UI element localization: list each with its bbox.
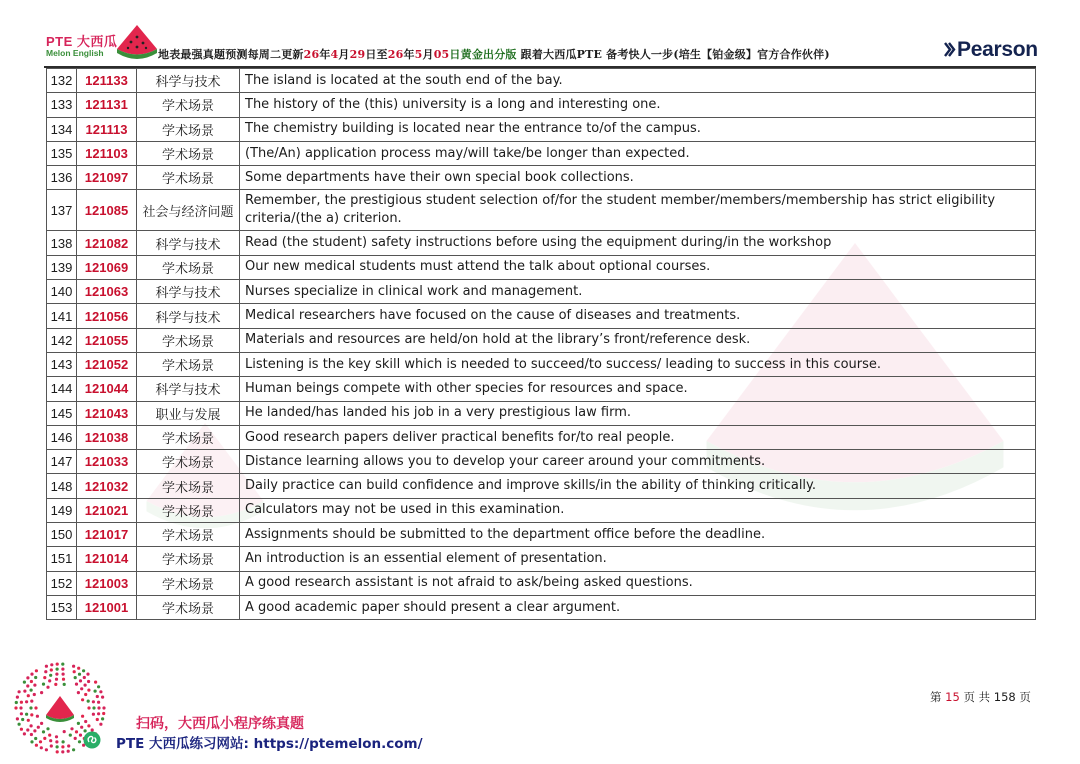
question-text: Some departments have their own special book collections. <box>240 166 1036 190</box>
question-text: Listening is the key skill which is needed to succeed/to success/ leading to success in this course. <box>240 352 1036 376</box>
page-current: 15 <box>945 690 960 704</box>
row-number: 137 <box>47 190 77 231</box>
question-id: 121032 <box>77 474 137 498</box>
table-row <box>47 141 1036 165</box>
question-text: The chemistry building is located near the entrance to/of the campus. <box>240 117 1036 141</box>
row-number: 153 <box>47 595 77 619</box>
page-middle: 页 共 <box>963 690 991 704</box>
question-category: 学术场景 <box>137 595 240 619</box>
wechat-miniprogram-icon <box>83 731 101 749</box>
question-category: 学术场景 <box>137 166 240 190</box>
header-title-part5: 年 <box>403 48 415 61</box>
table-row <box>47 255 1036 279</box>
question-table <box>46 68 1036 620</box>
question-text: A good research assistant is not afraid to ask/being asked questions. <box>240 571 1036 595</box>
header-start-day: 29 <box>349 48 366 61</box>
row-number: 135 <box>47 141 77 165</box>
header-end-day: 05 <box>433 48 450 61</box>
table-row <box>47 523 1036 547</box>
question-text: Remember, the prestigious student selection of/for the student member/members/membership has strict eligibility criteria/(the a) criterion. <box>240 190 1036 231</box>
row-number: 143 <box>47 352 77 376</box>
question-id: 121003 <box>77 571 137 595</box>
row-number: 141 <box>47 304 77 328</box>
row-number: 147 <box>47 450 77 474</box>
row-number: 134 <box>47 117 77 141</box>
question-category: 科学与技术 <box>137 231 240 255</box>
pearson-brand-text: Pearson <box>957 38 1038 61</box>
question-id: 121069 <box>77 255 137 279</box>
header-title <box>158 46 830 62</box>
question-id: 121082 <box>77 231 137 255</box>
question-category: 学术场景 <box>137 571 240 595</box>
row-number: 133 <box>47 93 77 117</box>
question-text: Distance learning allows you to develop your career around your commitments. <box>240 450 1036 474</box>
question-category: 学术场景 <box>137 352 240 376</box>
question-id: 121097 <box>77 166 137 190</box>
header-start-year: 26 <box>303 48 320 61</box>
question-id: 121021 <box>77 498 137 522</box>
question-id: 121113 <box>77 117 137 141</box>
question-text: An introduction is an essential element of presentation. <box>240 547 1036 571</box>
row-number: 148 <box>47 474 77 498</box>
question-id: 121001 <box>77 595 137 619</box>
table-row <box>47 474 1036 498</box>
table-row <box>47 69 1036 93</box>
question-text: The island is located at the south end of the bay. <box>240 69 1036 93</box>
question-id: 121103 <box>77 141 137 165</box>
question-text: Daily practice can build confidence and improve skills/in the ability of thinking critically. <box>240 474 1036 498</box>
question-id: 121017 <box>77 523 137 547</box>
question-id: 121052 <box>77 352 137 376</box>
question-category: 学术场景 <box>137 328 240 352</box>
question-id: 121044 <box>77 377 137 401</box>
table-row <box>47 352 1036 376</box>
table-row <box>47 166 1036 190</box>
question-text: Our new medical students must attend the talk about optional courses. <box>240 255 1036 279</box>
question-category: 学术场景 <box>137 117 240 141</box>
table-row <box>47 117 1036 141</box>
table-row <box>47 547 1036 571</box>
question-category: 学术场景 <box>137 93 240 117</box>
row-number: 140 <box>47 280 77 304</box>
question-id: 121055 <box>77 328 137 352</box>
question-id: 121043 <box>77 401 137 425</box>
question-text: Good research papers deliver practical benefits for/to real people. <box>240 425 1036 449</box>
question-category: 学术场景 <box>137 474 240 498</box>
header-title-part7: 日黄金出分版 <box>449 48 517 61</box>
header-title-part4: 日至 <box>365 48 388 61</box>
row-number: 146 <box>47 425 77 449</box>
question-category: 职业与发展 <box>137 401 240 425</box>
header-title-part6: 月 <box>422 48 434 61</box>
table-row <box>47 401 1036 425</box>
question-id: 121131 <box>77 93 137 117</box>
question-text: Human beings compete with other species for resources and space. <box>240 377 1036 401</box>
table-row <box>47 377 1036 401</box>
question-text: (The/An) application process may/will take/be longer than expected. <box>240 141 1036 165</box>
row-number: 152 <box>47 571 77 595</box>
header-start-month: 4 <box>330 48 339 61</box>
melon-logo-icon <box>114 22 160 62</box>
question-category: 科学与技术 <box>137 377 240 401</box>
page-prefix: 第 <box>930 690 942 704</box>
table-row <box>47 425 1036 449</box>
row-number: 149 <box>47 498 77 522</box>
page-total: 158 <box>993 690 1016 704</box>
page-header <box>0 0 1080 68</box>
question-text: A good academic paper should present a clear argument. <box>240 595 1036 619</box>
logo-english-text: Melon English <box>46 48 104 58</box>
question-id: 121038 <box>77 425 137 449</box>
question-text: He landed/has landed his job in a very prestigious law firm. <box>240 401 1036 425</box>
logo-pte-text: PTE 大西瓜 <box>46 34 118 49</box>
page-suffix: 页 <box>1019 690 1031 704</box>
question-text: Nurses specialize in clinical work and management. <box>240 280 1036 304</box>
table-row <box>47 450 1036 474</box>
question-id: 121033 <box>77 450 137 474</box>
question-category: 学术场景 <box>137 498 240 522</box>
row-number: 144 <box>47 377 77 401</box>
brand-logo <box>44 22 164 64</box>
header-end-year: 26 <box>387 48 404 61</box>
header-title-part8: 跟着大西瓜PTE 备考快人一步(培生【铂金级】官方合作伙伴) <box>520 48 830 61</box>
table-row <box>47 304 1036 328</box>
question-text: Materials and resources are held/on hold at the library’s front/reference desk. <box>240 328 1036 352</box>
page-indicator <box>930 689 1031 705</box>
question-id: 121056 <box>77 304 137 328</box>
question-category: 科学与技术 <box>137 304 240 328</box>
table-row <box>47 93 1036 117</box>
question-text: Calculators may not be used in this examination. <box>240 498 1036 522</box>
pearson-logo <box>944 38 1038 62</box>
row-number: 142 <box>47 328 77 352</box>
table-row <box>47 280 1036 304</box>
question-category: 学术场景 <box>137 523 240 547</box>
row-number: 136 <box>47 166 77 190</box>
row-number: 150 <box>47 523 77 547</box>
question-category: 社会与经济问题 <box>137 190 240 231</box>
header-end-month: 5 <box>414 48 423 61</box>
question-id: 121014 <box>77 547 137 571</box>
question-text: Read (the student) safety instructions before using the equipment during/in the workshop <box>240 231 1036 255</box>
question-text: The history of the (this) university is a long and interesting one. <box>240 93 1036 117</box>
table-row <box>47 595 1036 619</box>
row-number: 151 <box>47 547 77 571</box>
question-id: 121133 <box>77 69 137 93</box>
question-category: 科学与技术 <box>137 280 240 304</box>
question-id: 121063 <box>77 280 137 304</box>
question-category: 学术场景 <box>137 450 240 474</box>
pearson-mark-icon <box>944 41 956 58</box>
table-row <box>47 190 1036 231</box>
site-url-link[interactable]: https://ptemelon.com/ <box>253 736 423 752</box>
row-number: 145 <box>47 401 77 425</box>
question-text: Medical researchers have focused on the cause of diseases and treatments. <box>240 304 1036 328</box>
table-row <box>47 571 1036 595</box>
question-id: 121085 <box>77 190 137 231</box>
table-row <box>47 498 1036 522</box>
question-category: 科学与技术 <box>137 69 240 93</box>
question-category: 学术场景 <box>137 141 240 165</box>
site-label: PTE 大西瓜练习网站: <box>116 736 249 752</box>
table-row <box>47 231 1036 255</box>
question-category: 学术场景 <box>137 547 240 571</box>
header-title-part3: 月 <box>338 48 350 61</box>
practice-site <box>116 732 423 752</box>
row-number: 138 <box>47 231 77 255</box>
question-category: 学术场景 <box>137 255 240 279</box>
question-table-body <box>47 69 1036 620</box>
row-number: 139 <box>47 255 77 279</box>
scan-miniprogram-text: 扫码，大西瓜小程序练真题 <box>136 716 304 732</box>
question-text: Assignments should be submitted to the department office before the deadline. <box>240 523 1036 547</box>
question-category: 学术场景 <box>137 425 240 449</box>
header-title-part1: 地表最强真题预测每周二更新 <box>158 48 304 61</box>
table-row <box>47 328 1036 352</box>
header-title-part2: 年 <box>319 48 331 61</box>
row-number: 132 <box>47 69 77 93</box>
